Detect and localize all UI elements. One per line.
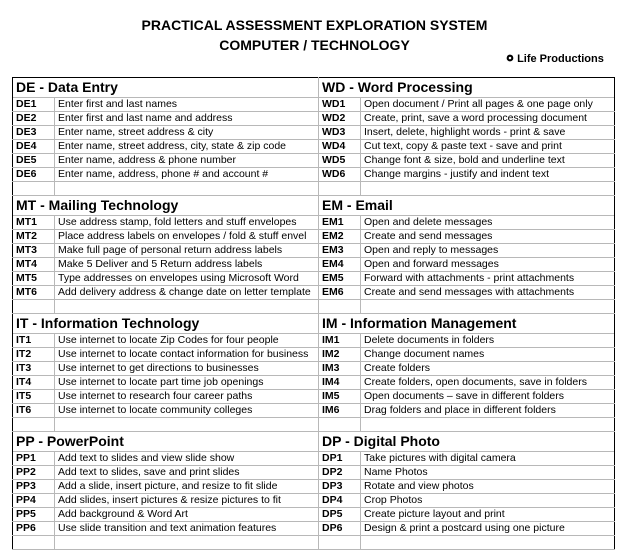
item-description: Create, print, save a word processing document — [361, 112, 615, 126]
table-row — [13, 126, 615, 140]
section-heading-right: WD - Word Processing — [319, 78, 615, 98]
item-description: Enter first and last names — [55, 98, 319, 112]
item-code: IM4 — [319, 376, 361, 390]
item-code: WD5 — [319, 154, 361, 168]
table-row — [13, 140, 615, 154]
item-description: Open and forward messages — [361, 258, 615, 272]
item-description: Add a slide, insert picture, and resize to fit slide — [55, 480, 319, 494]
brand — [506, 53, 604, 65]
item-description: Enter first and last name and address — [55, 112, 319, 126]
item-description: Add slides, insert pictures & resize pictures to fit — [55, 494, 319, 508]
table-row — [13, 480, 615, 494]
item-code: MT2 — [13, 230, 55, 244]
item-code: DE3 — [13, 126, 55, 140]
table-row — [13, 390, 615, 404]
item-code: MT3 — [13, 244, 55, 258]
item-code: IT5 — [13, 390, 55, 404]
table-row — [13, 404, 615, 418]
item-description: Use internet to locate contact information for business — [55, 348, 319, 362]
item-code: DP6 — [319, 522, 361, 536]
table-row — [13, 230, 615, 244]
table-row — [13, 508, 615, 522]
empty-cell — [55, 300, 319, 314]
item-code: DP1 — [319, 452, 361, 466]
item-description: Create and send messages with attachments — [361, 286, 615, 300]
blank-row — [13, 418, 615, 432]
item-description: Open and delete messages — [361, 216, 615, 230]
item-code: EM2 — [319, 230, 361, 244]
table-row — [13, 376, 615, 390]
table-row — [13, 334, 615, 348]
item-code: IM2 — [319, 348, 361, 362]
item-description: Enter name, address, phone # and account # — [55, 168, 319, 182]
item-code: WD3 — [319, 126, 361, 140]
brand-logo-icon — [506, 54, 514, 62]
item-description: Enter name, street address & city — [55, 126, 319, 140]
table-row — [13, 452, 615, 466]
table-row — [13, 362, 615, 376]
item-description: Forward with attachments - print attachments — [361, 272, 615, 286]
section-heading-left: PP - PowerPoint — [13, 432, 319, 452]
item-code: DP5 — [319, 508, 361, 522]
section-heading-right: IM - Information Management — [319, 314, 615, 334]
item-code: IT4 — [13, 376, 55, 390]
item-description: Change font & size, bold and underline text — [361, 154, 615, 168]
item-description: Add text to slides, save and print slides — [55, 466, 319, 480]
section-header-row — [13, 314, 615, 334]
item-code: IT3 — [13, 362, 55, 376]
item-code: DP4 — [319, 494, 361, 508]
table-row — [13, 522, 615, 536]
item-description: Open document / Print all pages & one page only — [361, 98, 615, 112]
empty-cell — [13, 418, 55, 432]
empty-cell — [361, 182, 615, 196]
item-code: PP3 — [13, 480, 55, 494]
table-row — [13, 494, 615, 508]
item-description: Take pictures with digital camera — [361, 452, 615, 466]
item-code: DE2 — [13, 112, 55, 126]
item-code: IT6 — [13, 404, 55, 418]
item-code: IM5 — [319, 390, 361, 404]
assessment-table — [12, 77, 615, 550]
blank-row — [13, 536, 615, 550]
item-description: Add text to slides and view slide show — [55, 452, 319, 466]
item-code: WD4 — [319, 140, 361, 154]
section-header-row — [13, 78, 615, 98]
item-code: MT1 — [13, 216, 55, 230]
table-row — [13, 168, 615, 182]
item-description: Crop Photos — [361, 494, 615, 508]
item-code: IT2 — [13, 348, 55, 362]
item-description: Cut text, copy & paste text - save and print — [361, 140, 615, 154]
item-description: Enter name, address & phone number — [55, 154, 319, 168]
table-row — [13, 348, 615, 362]
item-description: Rotate and view photos — [361, 480, 615, 494]
item-code: IM1 — [319, 334, 361, 348]
item-description: Make 5 Deliver and 5 Return address labels — [55, 258, 319, 272]
item-description: Design & print a postcard using one picture — [361, 522, 615, 536]
item-code: EM6 — [319, 286, 361, 300]
item-code: EM1 — [319, 216, 361, 230]
item-description: Use internet to research four career paths — [55, 390, 319, 404]
table-row — [13, 112, 615, 126]
item-code: EM5 — [319, 272, 361, 286]
item-code: PP6 — [13, 522, 55, 536]
section-heading-left: MT - Mailing Technology — [13, 196, 319, 216]
table-row — [13, 258, 615, 272]
item-code: IT1 — [13, 334, 55, 348]
item-code: MT5 — [13, 272, 55, 286]
section-heading-right: EM - Email — [319, 196, 615, 216]
empty-cell — [13, 182, 55, 196]
item-description: Create and send messages — [361, 230, 615, 244]
item-description: Use internet to get directions to businesses — [55, 362, 319, 376]
item-description: Use address stamp, fold letters and stuff envelopes — [55, 216, 319, 230]
item-description: Open documents – save in different folders — [361, 390, 615, 404]
section-heading-left: IT - Information Technology — [13, 314, 319, 334]
empty-cell — [319, 536, 361, 550]
item-description: Name Photos — [361, 466, 615, 480]
empty-cell — [55, 182, 319, 196]
document-subtitle: COMPUTER / TECHNOLOGY — [219, 37, 410, 53]
item-code: WD6 — [319, 168, 361, 182]
item-code: DE6 — [13, 168, 55, 182]
item-description: Add background & Word Art — [55, 508, 319, 522]
item-description: Add delivery address & change date on letter template — [55, 286, 319, 300]
item-code: DE5 — [13, 154, 55, 168]
item-description: Create folders, open documents, save in folders — [361, 376, 615, 390]
item-description: Insert, delete, highlight words - print & save — [361, 126, 615, 140]
item-code: EM3 — [319, 244, 361, 258]
section-header-row — [13, 432, 615, 452]
table-row — [13, 98, 615, 112]
empty-cell — [319, 182, 361, 196]
blank-row — [13, 300, 615, 314]
empty-cell — [55, 418, 319, 432]
table-row — [13, 154, 615, 168]
empty-cell — [319, 418, 361, 432]
section-header-row — [13, 196, 615, 216]
empty-cell — [361, 536, 615, 550]
item-code: DP3 — [319, 480, 361, 494]
item-code: IM6 — [319, 404, 361, 418]
section-heading-left: DE - Data Entry — [13, 78, 319, 98]
empty-cell — [13, 536, 55, 550]
table-row — [13, 272, 615, 286]
item-code: PP5 — [13, 508, 55, 522]
item-description: Change document names — [361, 348, 615, 362]
brand-name: Life Productions — [517, 53, 604, 65]
item-description: Open and reply to messages — [361, 244, 615, 258]
item-description: Drag folders and place in different folders — [361, 404, 615, 418]
section-heading-right: DP - Digital Photo — [319, 432, 615, 452]
item-code: MT6 — [13, 286, 55, 300]
item-code: PP2 — [13, 466, 55, 480]
item-description: Delete documents in folders — [361, 334, 615, 348]
item-code: PP4 — [13, 494, 55, 508]
blank-row — [13, 182, 615, 196]
document-title: PRACTICAL ASSESSMENT EXPLORATION SYSTEM — [141, 17, 488, 33]
empty-cell — [361, 418, 615, 432]
item-description: Place address labels on envelopes / fold & stuff envel — [55, 230, 319, 244]
item-description: Use internet to locate part time job openings — [55, 376, 319, 390]
table-row — [13, 286, 615, 300]
item-description: Make full page of personal return address labels — [55, 244, 319, 258]
item-code: EM4 — [319, 258, 361, 272]
item-description: Change margins - justify and indent text — [361, 168, 615, 182]
item-code: DE4 — [13, 140, 55, 154]
table-row — [13, 216, 615, 230]
item-description: Type addresses on envelopes using Microsoft Word — [55, 272, 319, 286]
table-row — [13, 466, 615, 480]
item-description: Use slide transition and text animation features — [55, 522, 319, 536]
item-description: Create picture layout and print — [361, 508, 615, 522]
item-code: WD2 — [319, 112, 361, 126]
item-code: WD1 — [319, 98, 361, 112]
item-description: Use internet to locate community colleges — [55, 404, 319, 418]
item-description: Enter name, street address, city, state & zip code — [55, 140, 319, 154]
empty-cell — [319, 300, 361, 314]
item-code: PP1 — [13, 452, 55, 466]
table-row — [13, 244, 615, 258]
item-description: Use internet to locate Zip Codes for four people — [55, 334, 319, 348]
item-code: DP2 — [319, 466, 361, 480]
item-description: Create folders — [361, 362, 615, 376]
empty-cell — [55, 536, 319, 550]
item-code: MT4 — [13, 258, 55, 272]
empty-cell — [361, 300, 615, 314]
item-code: DE1 — [13, 98, 55, 112]
item-code: IM3 — [319, 362, 361, 376]
empty-cell — [13, 300, 55, 314]
